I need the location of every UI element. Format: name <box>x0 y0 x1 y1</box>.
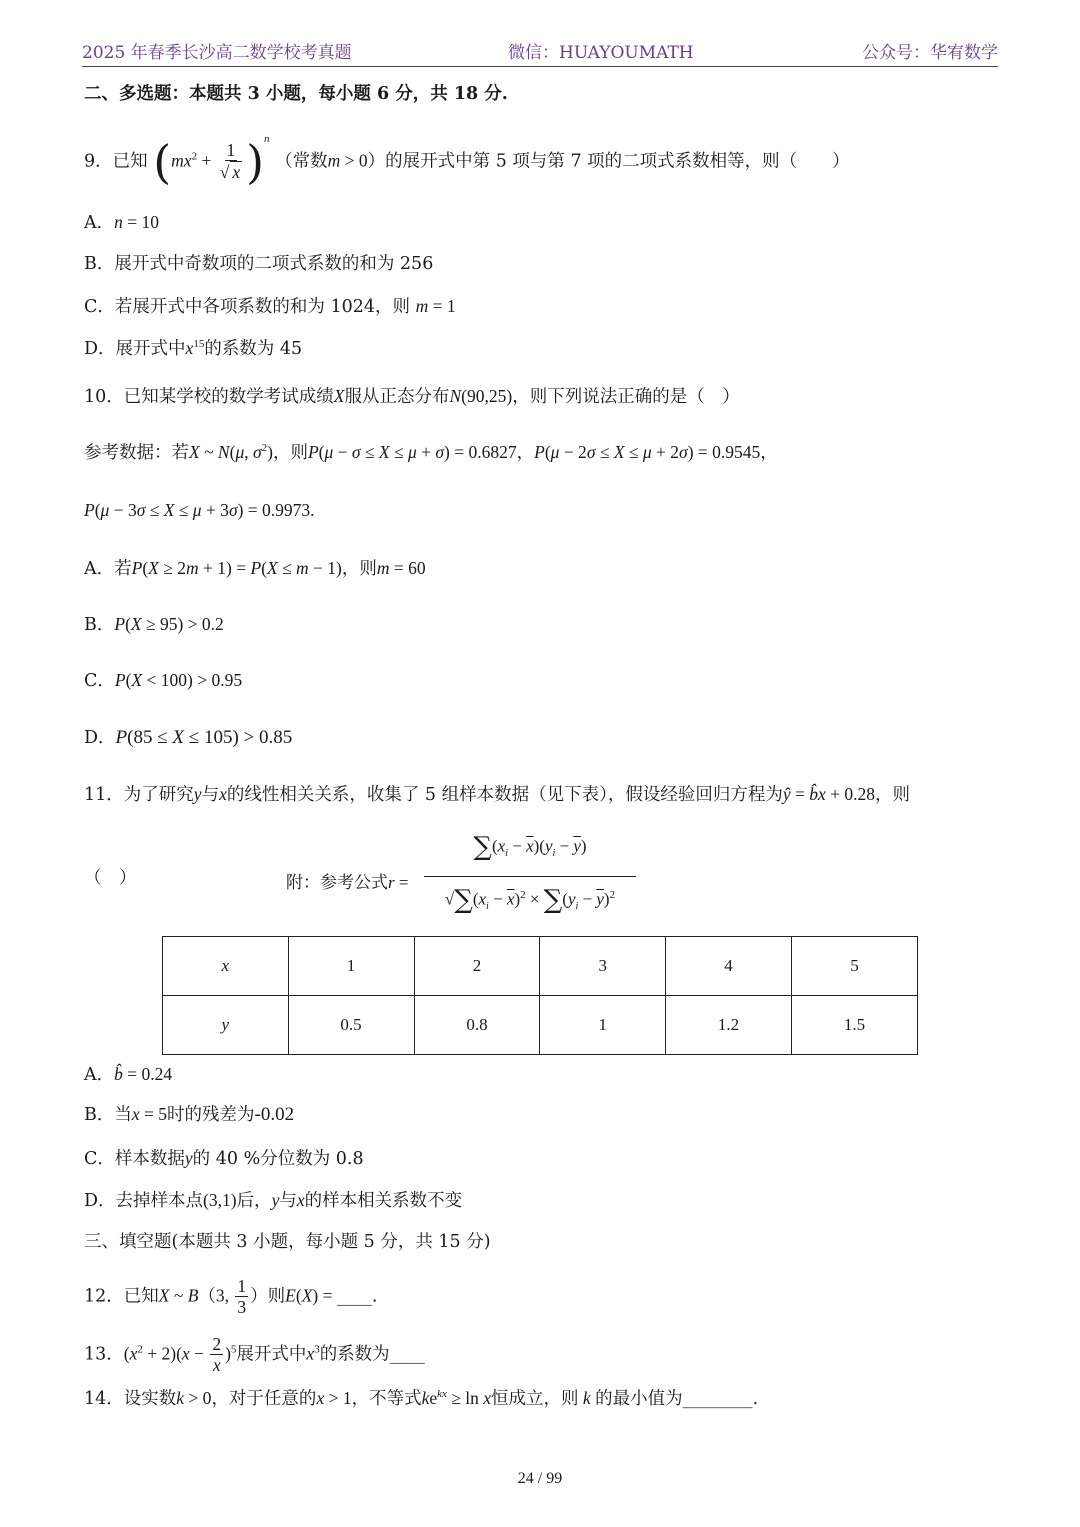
q11-option-c: C．样本数据y的 40 %分位数为 0.8 <box>84 1148 364 1169</box>
section2-title: 二、多选题：本题共 3 小题，每小题 6 分，共 18 分. <box>84 84 508 104</box>
q10-stem: 10．已知某学校的数学考试成绩X服从正态分布N(90,25)，则下列说法正确的是（ ） <box>84 386 740 407</box>
q11-stem: 11．为了研究y与x的线性相关关系，收集了 5 组样本数据（见下表），假设经验回归方程为ŷ = b̂x + 0.28，则 <box>84 784 911 805</box>
q10-option-d: D．P(85 ≤ X ≤ 105) > 0.85 <box>84 727 293 748</box>
q9-option-c: C．若展开式中各项系数的和为 1024，则 m = 1 <box>84 296 456 317</box>
table-cell: 3 <box>540 937 666 996</box>
table-cell: 1.2 <box>666 996 792 1055</box>
page-header <box>82 38 998 67</box>
table-cell: 0.5 <box>288 996 414 1055</box>
q9-option-d: D．展开式中$x^{15}$的系数为 45 <box>84 338 303 359</box>
q11-option-a: A．b̂ = 0.24 <box>84 1064 173 1085</box>
table-cell: 5 <box>792 937 918 996</box>
document-page: 2025 年春季长沙高二数学校考真题 微信：HUAYOUMATH 公众号：华宥数学 二、多选题：本题共 3 小题，每小题 6 分，共 18 分. 9．已知 ($mx^2$ + $\frac{1}{√ x}$ )$^n$ （常数m > 0）的展开式中第 5 项与第 7 项的二项式系数相等，则（ ） A．n = 10 B．展开式中奇数项的二项式系数的和为 256 C．若展开式中各项系数的和为 1024，则 m = 1 D．展开式中$x^{15}$的系数为 45 10．已知某学校的数学考试成绩X服从正态分布N(90,25)，则下列说法正确的是（ ） 参考数据：若X ~ N(μ, $\sigma^2$)，则P(μ − σ ≤ X ≤ μ + σ) = 0.6827，P(μ − 2σ ≤ X ≤ μ + 2σ) = 0.9545， P(μ − 3σ ≤ X ≤ μ + 3σ) = 0.9973. A．若P(X ≥ 2m + 1) = P(X ≤ m − 1)，则m = 60 B．P(X ≥ 95) > 0.2 C．P(X < 100) > 0.95 D．P(85 ≤ X ≤ 105) > 0.85 11．为了研究y与x的线性相关关系，收集了 5 组样本数据（见下表），假设经验回归方程为ŷ = b̂x + 0.28，则 （ ） 附：参考公式r = $\sum(x_i - \overline{x})(y_i - \overline{y})$ $√\sum(x_i - \overline{x})^2 \times \sum(y_i - \overline{y})^2$ x 1 2 3 4 5 y 0.5 0.8 1 1.2 1.5 A．b̂ = 0.24 B．当x = 5时的残差为-0.02 C．样本数据y的 40 %分位数为 0.8 D．去掉样本点(3,1)后，y与x的样本相关系数不变 三、填空题(本题共 3 小题，每小题 5 分，共 15 分) 12．已知X ~ B（3, $\frac{1}{3}$ ）则E(X) = ____. 13．$(x^2 + 2)(x$ − $\frac{2}{x}$ )$^5$展开式中$x^3$的系数为____ 14．设实数k > 0，对于任意的x > 1，不等式$ke^{kx} \ge \ln x$恒成立，则 k 的最小值为________. 24 / 99 <box>0 0 1080 1527</box>
table-cell: 0.8 <box>414 996 540 1055</box>
header-title: 2025 年春季长沙高二数学校考真题 <box>82 43 352 63</box>
q13: 13．$(x^2 + 2)(x$ − $\frac{2}{x}$ )$^5$展开式中$x^3$的系数为____ <box>84 1334 425 1376</box>
table-cell: 1 <box>540 996 666 1055</box>
q9-option-b: B．展开式中奇数项的二项式系数的和为 256 <box>84 254 434 274</box>
fraction: $\frac{2}{x}$ <box>212 1334 222 1376</box>
table-cell: 1 <box>288 937 414 996</box>
q10-option-c: C．P(X < 100) > 0.95 <box>84 670 243 691</box>
q10-reference-data: 参考数据：若X ~ N(μ, $\sigma^2$)，则P(μ − σ ≤ X ≤ μ + σ) = 0.6827，P(μ − 2σ ≤ X ≤ μ + 2σ) = 0.9545， <box>84 442 778 463</box>
q11-paren: （ ） <box>84 868 137 888</box>
table-cell: 2 <box>414 937 540 996</box>
q9-option-a: A．n = 10 <box>84 212 160 233</box>
header-account: 公众号：华宥数学 <box>862 43 998 63</box>
table-cell: x <box>163 937 289 996</box>
table-cell: y <box>163 996 289 1055</box>
q14: 14．设实数k > 0，对于任意的x > 1，不等式$ke^{kx} \ge \ln x$恒成立，则 k 的最小值为________. <box>84 1388 759 1409</box>
q10-option-b: B．P(X ≥ 95) > 0.2 <box>84 614 224 635</box>
sample-data-table <box>162 936 918 1055</box>
q11-option-b: B．当x = 5时的残差为-0.02 <box>84 1104 295 1125</box>
fraction: $\frac{1}{3}$ <box>237 1276 247 1318</box>
q9-stem: 9．已知 ($mx^2$ + $\frac{1}{√ x}$ )$^n$ （常数m > 0）的展开式中第 5 项与第 7 项的二项式系数相等，则（ ） <box>84 132 850 190</box>
q10-option-a: A．若P(X ≥ 2m + 1) = P(X ≤ m − 1)，则m = 60 <box>84 558 426 579</box>
table-cell: 4 <box>666 937 792 996</box>
q10-reference-data-2: P(μ − 3σ ≤ X ≤ μ + 3σ) = 0.9973. <box>84 500 315 520</box>
q12: 12．已知X ~ B（3, $\frac{1}{3}$ ）则E(X) = ____. <box>84 1276 378 1318</box>
section3-title: 三、填空题(本题共 3 小题，每小题 5 分，共 15 分) <box>84 1232 491 1252</box>
table-cell: 1.5 <box>792 996 918 1055</box>
table-row <box>163 996 918 1055</box>
table-row <box>163 937 918 996</box>
page-number: 24 / 99 <box>517 1470 563 1487</box>
q11-option-d: D．去掉样本点(3,1)后，y与x的样本相关系数不变 <box>84 1190 463 1211</box>
fraction: $\frac{1}{√ x}$ <box>219 140 241 183</box>
header-wechat: 微信：HUAYOUMATH <box>508 43 694 63</box>
